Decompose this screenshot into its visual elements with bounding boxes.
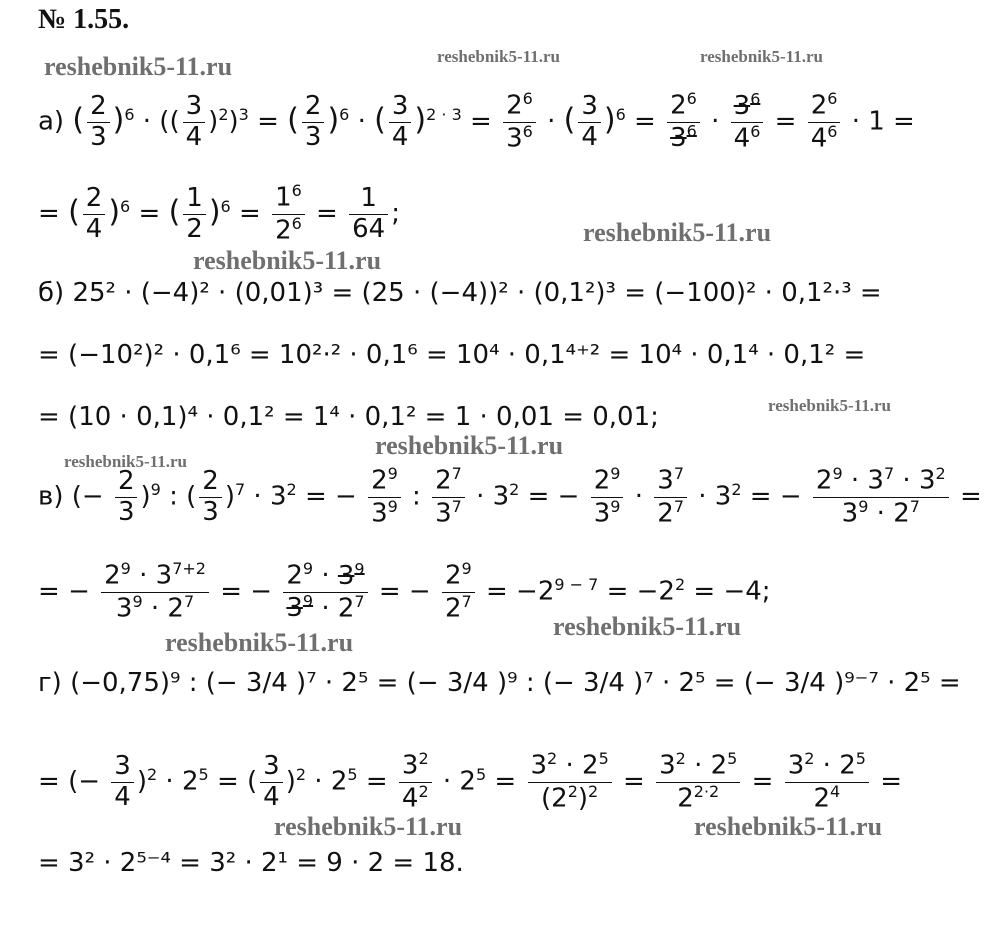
watermark: reshebnik5-11.ru — [274, 812, 463, 841]
line-prefix: = — [38, 766, 69, 797]
line-prefix: а) — [38, 106, 73, 137]
watermark: reshebnik5-11.ru — [64, 452, 187, 471]
line-prefix: в) — [38, 481, 72, 512]
solution-line-a2: = ( $\frac{2}{4}$ )$^6$ = ( $\frac{1}{2}$ )$^6$ = $\frac{1^6}{2^6}$ = $\frac{1}{64}$ ; — [38, 181, 400, 246]
watermark: reshebnik5-11.ru — [700, 47, 823, 66]
watermark: reshebnik5-11.ru — [44, 52, 233, 81]
solution-line-a1: а) ( $\frac{2}{3}$ )$^6$ · (( $\frac{3}{4}$ )$^2$)$^3$ = ( $\frac{2}{3}$ )$^6$ · ( $\frac{3}{4}$ )$^{2 \cdot 3}$ = $\frac{2^6}{3^6}$ · ( $\frac{3}{4}$ )$^6$ = $\frac{2^6}{3^6}$ · $\frac{3^6}{4^6}$ = $\frac{2^6}{4^6}$ · 1 = — [38, 89, 915, 154]
solution-line-b1: б) 25² · (−4)² · (0,01)³ = (25 · (−4))² · (0,1²)³ = (−100)² · 0,1²·³ = — [38, 278, 882, 308]
watermark: reshebnik5-11.ru — [768, 396, 891, 415]
solution-line-b2: = (−10²)² · 0,1⁶ = 10²·² · 0,1⁶ = 10⁴ · 0,1⁴⁺² = 10⁴ · 0,1⁴ · 0,1² = — [38, 340, 866, 370]
watermark: reshebnik5-11.ru — [583, 218, 772, 247]
solution-line-b3: = (10 · 0,1)⁴ · 0,1² = 1⁴ · 0,1² = 1 · 0,01 = 0,01; — [38, 402, 659, 432]
watermark: reshebnik5-11.ru — [193, 246, 382, 275]
solution-line-g3: = 3² · 2⁵⁻⁴ = 3² · 2¹ = 9 · 2 = 18. — [38, 848, 464, 878]
problem-number: № 1.55. — [38, 4, 130, 35]
solution-line-g1: г) (−0,75)⁹ : (− 3/4 )⁷ · 2⁵ = (− 3/4 )⁹ : (− 3/4 )⁷ · 2⁵ = (− 3/4 )⁹⁻⁷ · 2⁵ = — [38, 668, 961, 698]
line-prefix: = — [38, 576, 69, 607]
solution-line-g2: = (− $\frac{3}{4}$ )$^2 \cdot 2^5$ = ( $\frac{3}{4}$ )$^2 \cdot 2^5$ = $\frac{3^2}{4^2}$ · $2^5$ = $\frac{3^2 \cdot 2^5}{(2^2)^2}$ = $\frac{3^2 \cdot 2^5}{2^{2\cdot 2}}$ = $\frac{3^2 \cdot 2^5}{2^4}$ = — [38, 749, 903, 814]
solution-line-v2: = − $\frac{2^9 \cdot 3^{7+2}}{3^9 \cdot 2^7}$ = − $\frac{2^9 \cdot 3^9}{3^9 \cdot 2^7}$ = − $\frac{2^9}{2^7}$ = $-2^{9 - 7} = -2^2 = -4$; — [38, 559, 771, 624]
watermark: reshebnik5-11.ru — [694, 812, 883, 841]
watermark: reshebnik5-11.ru — [375, 431, 564, 460]
watermark: reshebnik5-11.ru — [437, 47, 560, 66]
solution-line-v1: в) (− $\frac{2}{3}$ )$^9$ : ( $\frac{2}{3}$ )$^7 \cdot 3^2$ = − $\frac{2^9}{3^9}$ : $\frac{2^7}{3^7}$ · $3^2$ = − $\frac{2^9}{3^9}$ · $\frac{3^7}{2^7}$ · $3^2$ = − $\frac{2^9 \cdot 3^7 \cdot 3^2}{3^9 \cdot 2^7}$ = — [38, 464, 982, 529]
watermark: reshebnik5-11.ru — [553, 612, 742, 641]
watermark: reshebnik5-11.ru — [165, 628, 354, 657]
